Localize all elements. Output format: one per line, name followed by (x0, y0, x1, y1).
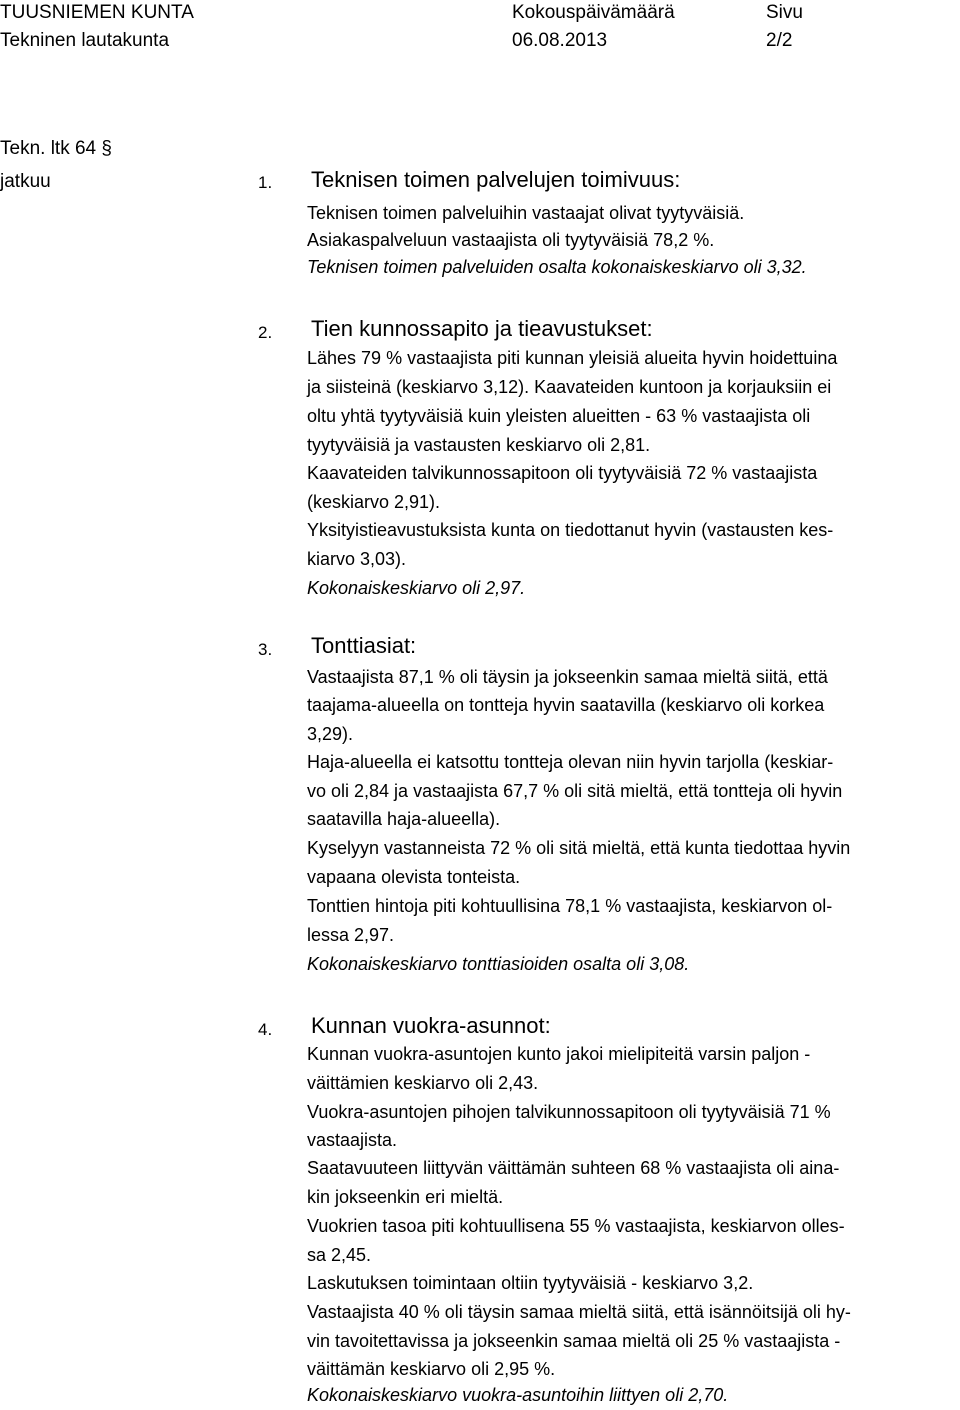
section-1-number: 1. (258, 173, 273, 192)
board-name: Tekninen lautakunta (0, 30, 170, 51)
section-3-title: Tonttiasiat: (311, 633, 417, 658)
section-4-line: vin tavoitettavissa ja jokseenkin samaa mieltä oli 25 % vastaajista - (307, 1331, 841, 1351)
section-2-summary: Kokonaiskeskiarvo oli 2,97. (307, 578, 526, 598)
section-3-line: Haja-alueella ei katsottu tontteja olevan niin hyvin tarjolla (keskiar- (307, 752, 834, 772)
section-3-summary: Kokonaiskeskiarvo tonttiasioiden osalta oli 3,08. (307, 954, 690, 974)
page-number: 2/2 (766, 30, 793, 51)
section-1-title: Teknisen toimen palvelujen toimivuus: (311, 167, 681, 192)
section-1-line: Teknisen toimen palveluihin vastaajat olivat tyytyväisiä. (307, 203, 745, 223)
section-4-line: Vuokra-asuntojen pihojen talvikunnossapitoon oli tyytyväisiä 71 % (307, 1102, 831, 1122)
section-4-line: väittämän keskiarvo oli 2,95 %. (307, 1359, 556, 1379)
section-1-line: Asiakaspalveluun vastaajista oli tyytyväisiä 78,2 %. (307, 230, 715, 250)
section-4-line: kin jokseenkin eri mieltä. (307, 1187, 504, 1207)
section-2-title: Tien kunnossapito ja tieavustukset: (311, 316, 653, 341)
section-4-line: sa 2,45. (307, 1245, 372, 1265)
section-4-line: Vuokrien tasoa piti kohtuullisena 55 % vastaajista, keskiarvon olles- (307, 1216, 845, 1236)
section-2-line: Kaavateiden talvikunnossapitoon oli tyytyväisiä 72 % vastaajista (307, 463, 818, 483)
section-2-line: oltu yhtä tyytyväisiä kuin yleisten alueitten - 63 % vastaajista oli (307, 406, 811, 426)
section-4-line: Kunnan vuokra-asuntojen kunto jakoi mielipiteitä varsin paljon - (307, 1044, 811, 1064)
section-3-line: taajama-alueella on tontteja hyvin saatavilla (keskiarvo oli korkea (307, 695, 825, 715)
section-4-line: Saatavuuteen liittyvän väittämän suhteen 68 % vastaajista oli aina- (307, 1158, 840, 1178)
meeting-date-label: Kokouspäivämäärä (512, 2, 675, 23)
section-4-line: vastaajista. (307, 1130, 398, 1150)
section-2-line: (keskiarvo 2,91). (307, 492, 441, 512)
section-4-summary: Kokonaiskeskiarvo vuokra-asuntoihin liittyen oli 2,70. (307, 1385, 729, 1405)
section-3-line: saatavilla haja-alueella). (307, 809, 501, 829)
section-2-line: Yksityistieavustuksista kunta on tiedottanut hyvin (vastausten kes- (307, 520, 834, 540)
section-4-title: Kunnan vuokra-asunnot: (311, 1013, 551, 1038)
section-3-line: lessa 2,97. (307, 925, 395, 945)
section-2-number: 2. (258, 323, 273, 342)
section-4-line: Vastaajista 40 % oli täysin samaa mieltä siitä, että isännöitsijä oli hy- (307, 1302, 851, 1322)
section-1-summary: Teknisen toimen palveluiden osalta kokonaiskeskiarvo oli 3,32. (307, 257, 807, 277)
section-3-number: 3. (258, 640, 273, 659)
section-3-line: Kyselyyn vastanneista 72 % oli sitä mieltä, että kunta tiedottaa hyvin (307, 838, 851, 858)
section-4-number: 4. (258, 1020, 273, 1039)
municipality-name: TUUSNIEMEN KUNTA (0, 2, 194, 23)
section-3-line: 3,29). (307, 724, 354, 744)
section-2-line: Lähes 79 % vastaajista piti kunnan yleisiä alueita hyvin hoidettuina (307, 348, 838, 368)
continued-label: jatkuu (0, 171, 51, 192)
section-3-line: Tonttien hintoja piti kohtuullisina 78,1 % vastaajista, keskiarvon ol- (307, 896, 833, 916)
section-2-line: kiarvo 3,03). (307, 549, 407, 569)
section-3-line: Vastaajista 87,1 % oli täysin ja jokseenkin samaa mieltä siitä, että (307, 667, 828, 687)
page-label: Sivu (766, 2, 803, 23)
section-4-line: Laskutuksen toimintaan oltiin tyytyväisiä - keskiarvo 3,2. (307, 1273, 754, 1293)
section-2-line: ja siisteinä (keskiarvo 3,12). Kaavateiden kuntoon ja korjauksiin ei (307, 377, 832, 397)
section-3-line: vo oli 2,84 ja vastaajista 67,7 % oli sitä mieltä, että tontteja oli hyvin (307, 781, 843, 801)
section-reference: Tekn. ltk 64 § (0, 138, 112, 159)
section-2-line: tyytyväisiä ja vastausten keskiarvo oli 2,81. (307, 435, 651, 455)
section-3-line: vapaana olevista tonteista. (307, 867, 521, 887)
meeting-date: 06.08.2013 (512, 30, 608, 51)
section-4-line: väittämien keskiarvo oli 2,43. (307, 1073, 539, 1093)
